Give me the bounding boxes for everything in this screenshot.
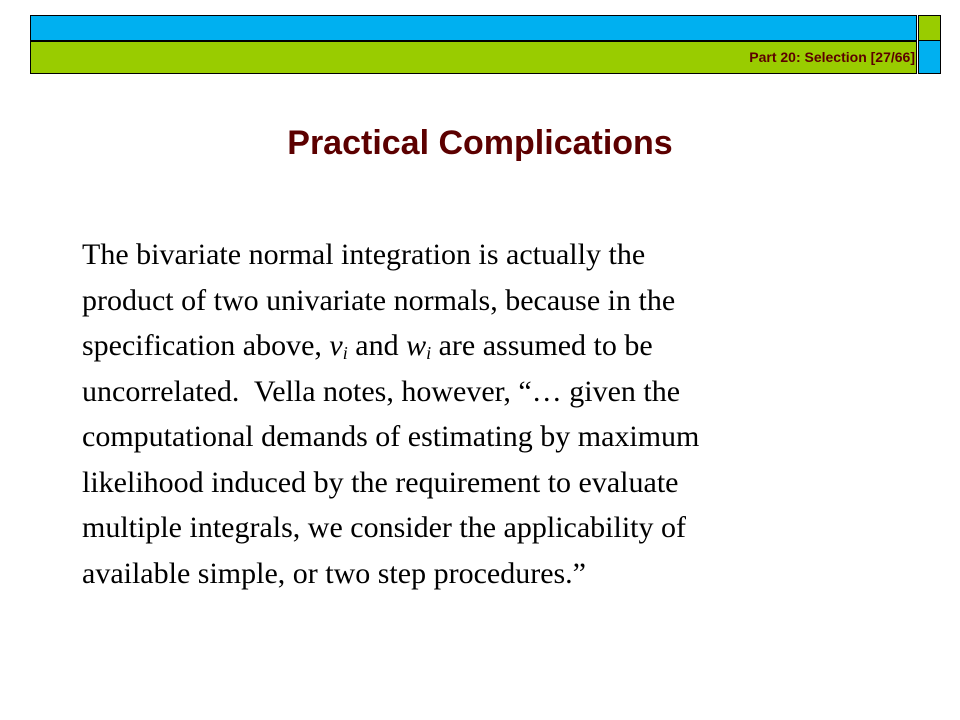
body-text-segment: specification above, xyxy=(82,329,330,362)
slide-reference: Part 20: Selection [27/66] xyxy=(749,49,915,65)
variable-w: w xyxy=(406,329,427,362)
body-text-segment: are assumed to be xyxy=(431,329,653,362)
body-line: uncorrelated. Vella notes, however, “… given the xyxy=(82,374,681,408)
body-line: available simple, or two step procedures.” xyxy=(82,556,586,590)
subscript-i: i xyxy=(342,343,348,363)
subscript-i: i xyxy=(426,343,432,363)
corner-green-square xyxy=(919,16,940,41)
slide-body xyxy=(82,232,862,596)
header-blue-bar xyxy=(30,15,917,41)
body-line: product of two univariate normals, because in the xyxy=(82,283,676,317)
body-line xyxy=(82,323,862,369)
header-corner-block xyxy=(918,15,941,74)
body-line: multiple integrals, we consider the applicability of xyxy=(82,511,686,544)
variable-v: v xyxy=(329,329,343,362)
body-text-segment: and xyxy=(347,329,407,362)
header-band xyxy=(30,15,917,74)
body-line: likelihood induced by the requirement to evaluate xyxy=(82,465,679,499)
body-line: The bivariate normal integration is actually the xyxy=(82,238,646,271)
slide-title: Practical Complications xyxy=(287,124,673,162)
body-line: computational demands of estimating by maximum xyxy=(82,420,700,453)
